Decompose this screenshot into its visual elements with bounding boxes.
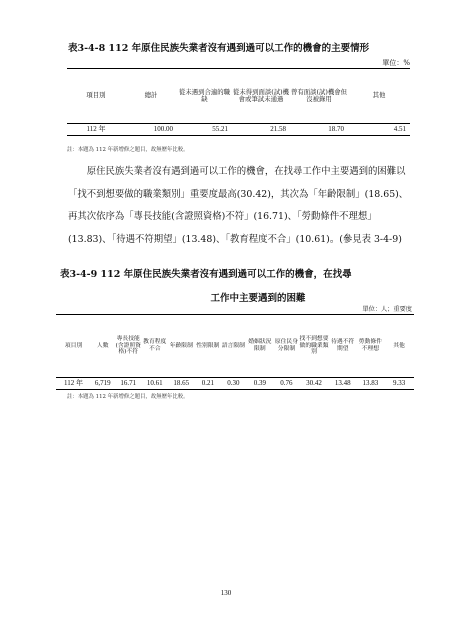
body-paragraph [68, 161, 416, 251]
table2-cell: 9.33 [384, 378, 414, 390]
table2-cell: 13.48 [329, 378, 357, 390]
table1-note: 註：本題為 112 年新增修之題目，故無歷年比較。 [67, 147, 189, 153]
page-number: 130 [220, 589, 232, 597]
table1-header-cell: 項目別 [67, 69, 125, 124]
table2-title-line2: 工作中主要遇到的困難 [210, 293, 306, 304]
table2-cell: 0.30 [221, 378, 246, 390]
table1-header-cell: 從未遇到合適的職缺 [177, 69, 232, 124]
table1-cell: 112 年 [67, 124, 125, 136]
table2-header-cell: 找不到想要做的職業類別 [299, 315, 329, 378]
table1-cell: 18.70 [290, 124, 348, 136]
table2-cell: 10.61 [142, 378, 167, 390]
table2-header-cell: 語言限制 [221, 315, 246, 378]
table1-title: 表3-4-8 112 年原住民族失業者沒有遇到過可以工作的機會的主要情形 [68, 43, 370, 54]
table2-header-cell: 待遇不符期望 [329, 315, 357, 378]
table2-header-cell: 勞動條件不理想 [357, 315, 385, 378]
table1-cell: 4.51 [348, 124, 410, 136]
table2 [56, 314, 414, 390]
table1-header-cell: 總計 [125, 69, 177, 124]
table2-header-cell: 性別限制 [195, 315, 220, 378]
table2-cell: 18.65 [168, 378, 196, 390]
table2-title [60, 266, 420, 304]
table2-cell: 0.76 [274, 378, 299, 390]
paragraph-text: 原住民族失業者沒有遇到過可以工作的機會，在找尋工作中主要遇到的困難以「找不到想要做的職業類別」重要度最高(30.42)，其次為「年齡限制」(18.65)、再其次依序為「專長技能(含證照資格)不符」(16.71)、「勞動條件不理想」(13.83)、「待遇不符期望」(13.48)、「教育程度不合」(10.61)。(參見表 3-4-9) [68, 166, 409, 245]
table2-cell: 13.83 [357, 378, 385, 390]
table1-header-row [67, 69, 410, 124]
table-row [56, 378, 414, 390]
table2-header-cell: 年齡限制 [168, 315, 196, 378]
table2-cell: 112 年 [56, 378, 91, 390]
table1-unit: 單位：% [382, 59, 410, 67]
table2-cell: 0.39 [246, 378, 274, 390]
table2-cell: 16.71 [114, 378, 142, 390]
table2-header-cell: 其他 [384, 315, 414, 378]
table2-unit: 單位：人；重要度 [362, 306, 412, 313]
table-row [67, 124, 410, 136]
table2-cell: 6,719 [91, 378, 114, 390]
table1-header-cell: 曾有面談(試)機會但沒被錄用 [290, 69, 348, 124]
table2-note: 註：本題為 112 年新增修之題目，故無歷年比較。 [67, 394, 189, 400]
table2-cell: 0.21 [195, 378, 220, 390]
table2-header-cell: 婚姻狀況限制 [246, 315, 274, 378]
table1-header-cell: 從未得到面談(試)機會或筆試未通過 [232, 69, 290, 124]
table1-header-cell: 其他 [348, 69, 410, 124]
table1-cell: 55.21 [177, 124, 232, 136]
table2-header-cell: 專長技能(含證照資格)不符 [114, 315, 142, 378]
table2-header-cell: 教育程度不合 [142, 315, 167, 378]
table2-cell: 30.42 [299, 378, 329, 390]
table1-cell: 21.58 [232, 124, 290, 136]
table1-cell: 100.00 [125, 124, 177, 136]
table1 [67, 68, 410, 136]
table2-header-cell: 項目別 [56, 315, 91, 378]
table2-title-line1: 表3-4-9 112 年原住民族失業者沒有遇到過可以工作的機會，在找尋 [60, 269, 352, 280]
table2-header-cell: 原住民身分限制 [274, 315, 299, 378]
table2-header-cell: 人數 [91, 315, 114, 378]
table2-header-row [56, 315, 414, 378]
